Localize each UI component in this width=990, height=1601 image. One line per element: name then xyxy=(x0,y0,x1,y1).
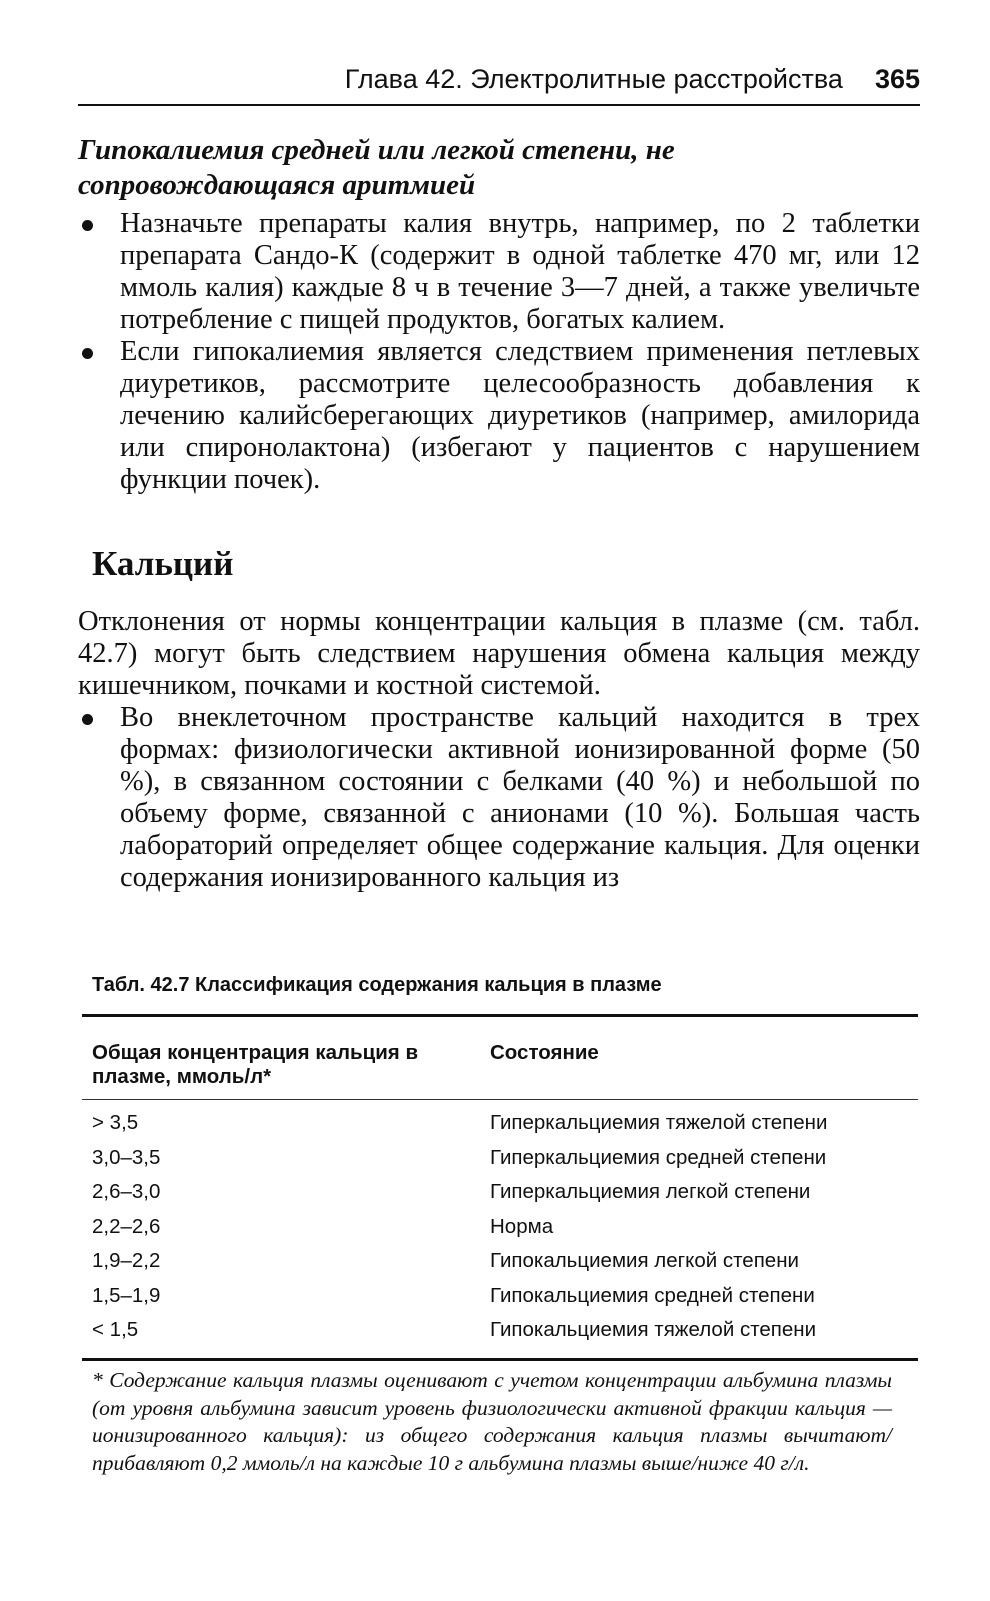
calcium-bullet-list xyxy=(78,702,920,894)
table-header-row xyxy=(82,1017,918,1100)
table-cell-condition: Гиперкальциемия легкой степени xyxy=(490,1180,811,1204)
table-row xyxy=(82,1175,918,1210)
table-row xyxy=(82,1210,918,1245)
table-cell-concentration: 2,6–3,0 xyxy=(92,1180,161,1204)
chapter-title: Глава 42. Электролитные расстройства xyxy=(344,64,843,94)
hypokalemia-subheading: Гипокалиемия средней или легкой степени, не сопровождающаяся аритмией xyxy=(78,134,675,201)
table-cell-condition: Гиперкальциемия тяжелой степени xyxy=(490,1111,828,1135)
table-row xyxy=(82,1279,918,1314)
column-header-concentration: Общая концентрация кальция в плазме, ммоль/л* xyxy=(92,1041,419,1088)
table-cell-condition: Гиперкальциемия средней степени xyxy=(490,1145,827,1169)
calcium-section-title: Кальций xyxy=(92,544,234,583)
table-cell-condition: Гипокальциемия легкой степени xyxy=(490,1249,799,1273)
calcium-classification-table xyxy=(82,1014,918,1361)
table-row xyxy=(82,1244,918,1279)
hypokalemia-bullet-list xyxy=(78,208,920,496)
list-item xyxy=(78,702,920,894)
list-item xyxy=(78,208,920,336)
list-item-text: Во внеклеточном пространстве кальций находится в трех формах: физиологически активной ионизированной форме (50 %), в связанном состоянии с белками (40 %) и небольшой по объему форме, связанной с анионами (10 %). Большая часть лабораторий определяет общее содержание кальция. Для оценки содержания ионизированного кальция из xyxy=(120,702,920,893)
list-item-text: Если гипокалиемия является следствием применения петлевых диуретиков, рассмотрите целесообразность добавления к лечению калийсберегающих диуретиков (например, амилорида или спиронолактона) (избегают у пациентов с нарушением функции почек). xyxy=(120,336,920,495)
bullet-icon xyxy=(82,714,93,725)
bullet-icon xyxy=(82,348,93,359)
table-cell-condition: Гипокальциемия тяжелой степени xyxy=(490,1318,817,1342)
table-cell-condition: Норма xyxy=(490,1214,554,1238)
table-cell-condition: Гипокальциемия средней степени xyxy=(490,1283,815,1307)
running-header xyxy=(78,64,920,106)
table-cell-concentration: 3,0–3,5 xyxy=(92,1145,161,1169)
list-item-text: Назначьте препараты калия внутрь, например, по 2 таблетки препарата Сандо-К (содержит в одной таблетке 470 мг, или 12 ммоль калия) каждые 8 ч в течение 3—7 дней, а также увеличьте потребление с пищей продуктов, богатых калием. xyxy=(120,208,920,335)
list-item xyxy=(78,336,920,496)
table-caption: Табл. 42.7 Классификация содержания кальция в плазме xyxy=(92,974,662,996)
bullet-icon xyxy=(82,220,93,231)
table-cell-concentration: > 3,5 xyxy=(92,1111,139,1135)
column-header-condition: Состояние xyxy=(490,1041,599,1064)
table-footnote: * Содержание кальция плазмы оценивают с учетом концентрации альбумина плазмы (от уровня альбумина зависит уровень физиологически активной фракции кальция — ионизированного кальция): из общего содержания кальция плазмы вычитают/прибавляют 0,2 ммоль/л на каждые 10 г альбумина плазмы выше/ниже 40 г/л. xyxy=(92,1368,892,1475)
table-body xyxy=(82,1100,918,1358)
table-cell-concentration: 1,9–2,2 xyxy=(92,1249,161,1273)
table-row xyxy=(82,1141,918,1176)
table-cell-concentration: 2,2–2,6 xyxy=(92,1214,161,1238)
table-cell-concentration: < 1,5 xyxy=(92,1318,139,1342)
page-number: 365 xyxy=(874,64,920,94)
calcium-intro-paragraph: Отклонения от нормы концентрации кальция в плазме (см. табл. 42.7) могут быть следствием нарушения обмена кальция между кишечником, почками и костной системой. xyxy=(78,606,920,701)
table-cell-concentration: 1,5–1,9 xyxy=(92,1283,161,1307)
table-row xyxy=(82,1106,918,1141)
table-row xyxy=(82,1313,918,1348)
